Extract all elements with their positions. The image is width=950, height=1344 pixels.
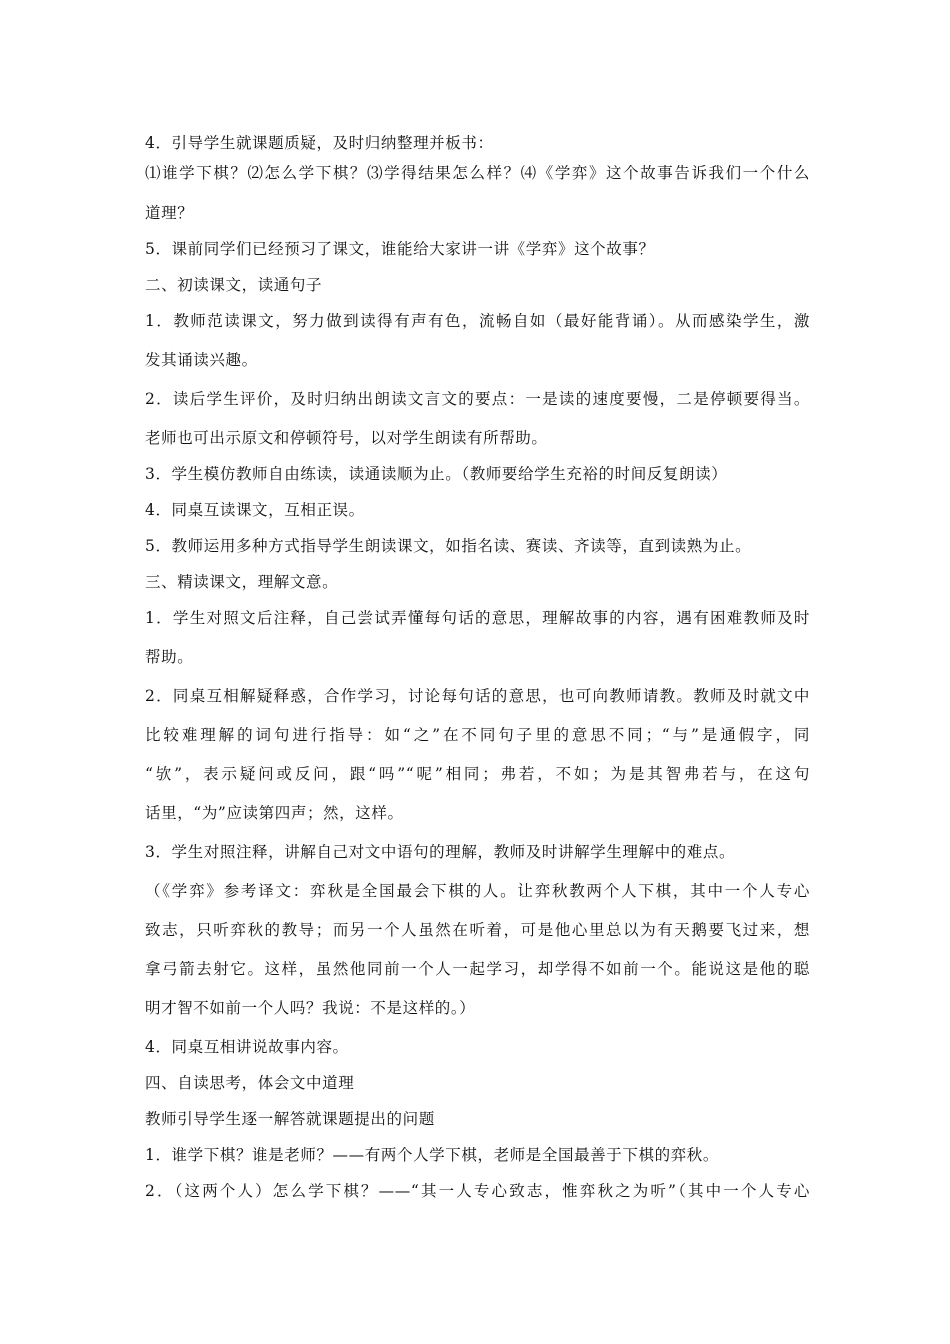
text-line: 道理？ (145, 204, 194, 222)
text-line: （《学弈》参考译文：弈秋是全国最会下棋的人。让弈秋教两个人下棋，其中一个人专心 (145, 882, 810, 900)
section-heading: 二、初读课文，读通句子 (145, 276, 323, 294)
text-line: 发其诵读兴趣。 (145, 351, 258, 369)
section-heading: 四、自读思考，体会文中道理 (145, 1074, 355, 1092)
text-line: 比较难理解的词句进行指导：如“之”在不同句子里的意思不同；“与”是通假字，同 (145, 726, 810, 744)
text-line: 1．谁学下棋？谁是老师？——有两个人学下棋，老师是全国最善于下棋的弈秋。 (145, 1146, 719, 1164)
text-line: 明才智不如前一个人吗？我说：不是这样的。） (145, 999, 476, 1017)
text-line: 老师也可出示原文和停顿符号，以对学生朗读有所帮助。 (145, 429, 548, 447)
text-line: 2．读后学生评价，及时归纳出朗读文言文的要点：一是读的速度要慢，二是停顿要得当。 (145, 390, 810, 408)
text-line: 1．教师范读课文，努力做到读得有声有色，流畅自如（最好能背诵）。从而感染学生，激 (145, 312, 810, 330)
text-line: 3．学生对照注释，讲解自己对文中语句的理解，教师及时讲解学生理解中的难点。 (145, 843, 736, 861)
text-line: 话里，“为”应读第四声；然，这样。 (145, 804, 404, 822)
text-line: 致志，只听弈秋的教导；而另一个人虽然在听着，可是他心里总以为有天鹅要飞过来，想 (145, 921, 810, 939)
text-line: 4．同桌互读课文，互相正误。 (145, 501, 365, 519)
text-line: 5．教师运用多种方式指导学生朗读课文，如指名读、赛读、齐读等，直到读熟为止。 (145, 537, 752, 555)
text-line: ⑴谁学下棋？⑵怎么学下棋？⑶学得结果怎么样？⑷《学弈》这个故事告诉我们一个什么 (145, 164, 810, 182)
text-line: 5．课前同学们已经预习了课文，谁能给大家讲一讲《学弈》这个故事？ (145, 240, 655, 258)
text-line: 拿弓箭去射它。这样，虽然他同前一个人一起学习，却学得不如前一个。能说这是他的聪 (145, 960, 810, 978)
text-line: 帮助。 (145, 648, 194, 666)
text-line: 4．引导学生就课题质疑，及时归纳整理并板书： (145, 134, 494, 152)
text-line: 2．同桌互相解疑释惑，合作学习，讨论每句话的意思，也可向教师请教。教师及时就文中 (145, 687, 810, 705)
text-line: 教师引导学生逐一解答就课题提出的问题 (145, 1110, 435, 1128)
text-line: 3．学生模仿教师自由练读，读通读顺为止。（教师要给学生充裕的时间反复朗读） (145, 465, 728, 483)
text-line: 4．同桌互相讲说故事内容。 (145, 1038, 349, 1056)
section-heading: 三、精读课文，理解文意。 (145, 573, 339, 591)
text-line: 1．学生对照文后注释，自己尝试弄懂每句话的意思，理解故事的内容，遇有困难教师及时 (145, 609, 810, 627)
text-line: 2．（这两个人）怎么学下棋？——“其一人专心致志，惟弈秋之为听”（其中一个人专心 (145, 1182, 810, 1200)
text-line: “欤”，表示疑问或反问，跟“吗”“呢”相同；弗若，不如；为是其智弗若与，在这句 (145, 765, 810, 783)
